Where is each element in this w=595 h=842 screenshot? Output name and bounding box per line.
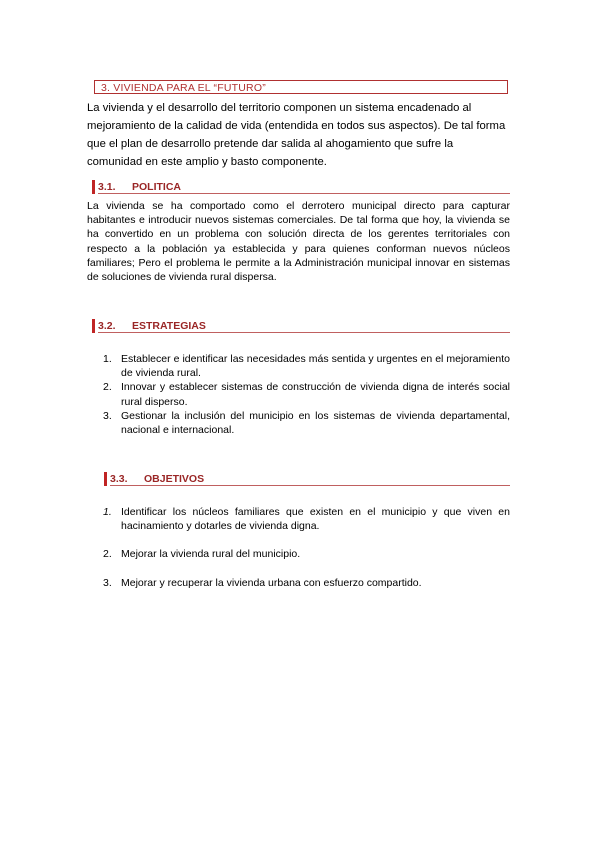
- list-item-number: 1.: [103, 506, 112, 518]
- subsection-heading-estrategias: [92, 319, 510, 333]
- list-item-text: Mejorar y recuperar la vivienda urbana con esfuerzo compartido.: [121, 576, 422, 589]
- heading-underline: [110, 485, 510, 486]
- list-item: [87, 576, 510, 590]
- objetivos-list: [87, 505, 510, 590]
- subsection-title: ESTRATEGIAS: [132, 320, 206, 332]
- list-item-text: Identificar los núcleos familiares que existen en el municipio y que viven en hacinamiento y dotarles de vivienda digna.: [121, 506, 510, 533]
- heading-underline: [98, 332, 510, 333]
- list-item-text: Establecer e identificar las necesidades más sentida y urgentes en el mejoramiento de vivienda rural.: [121, 353, 510, 380]
- subsection-title: OBJETIVOS: [144, 473, 205, 485]
- list-item: [87, 380, 510, 408]
- list-item: [87, 352, 510, 380]
- subsection-number: 3.1.: [98, 181, 116, 193]
- section-title: 3. VIVIENDA PARA EL “FUTURO”: [94, 80, 508, 94]
- list-item-number: 3.: [103, 409, 112, 422]
- heading-marker-bar: [104, 472, 107, 486]
- subsection-heading-politica: [92, 180, 510, 194]
- section-intro: La vivienda y el desarrollo del territorio componen un sistema encadenado al mejoramiento de la calidad de vida (entendida en todos sus aspectos). De tal forma que el plan de desarrollo pretende dar salida al ahogamiento que sufre la comunidad en este amplio y basto componente.: [87, 102, 506, 168]
- list-item: [87, 505, 510, 533]
- politica-paragraph: La vivienda se ha comportado como el derrotero municipal directo para capturar habitantes e introducir nuevos sistemas comerciales. De tal forma que hoy, la vivienda se ha convertido en un problema con solución directa de los gerentes territoriales con respecto a la población ya establecida y para quienes conforman nuevos núcleos familiares; Pero el problema le permite a la Administración municipal innovar en sistemas de soluciones de vivienda rural dispersa.: [87, 200, 510, 284]
- estrategias-list: [87, 352, 510, 437]
- heading-marker-bar: [92, 319, 95, 333]
- heading-underline: [98, 193, 510, 194]
- list-item-text: Gestionar la inclusión del municipio en los sistemas de vivienda departamental, nacional e internacional.: [121, 409, 510, 437]
- list-item-number: 3.: [103, 576, 112, 589]
- list-item-number: 1.: [103, 353, 112, 365]
- list-item-number: 2.: [103, 548, 112, 561]
- list-item: [87, 547, 510, 561]
- subsection-number: 3.3.: [110, 473, 128, 485]
- subsection-title: POLITICA: [132, 181, 181, 193]
- subsection-heading-objetivos: [104, 472, 510, 486]
- subsection-number: 3.2.: [98, 320, 116, 332]
- list-item-text: Mejorar la vivienda rural del municipio.: [121, 548, 301, 561]
- heading-marker-bar: [92, 180, 95, 194]
- list-item: [87, 409, 510, 437]
- list-item-number: 2.: [103, 381, 112, 394]
- list-item-text: Innovar y establecer sistemas de construcción de vivienda digna de interés social rural disperso.: [121, 381, 510, 408]
